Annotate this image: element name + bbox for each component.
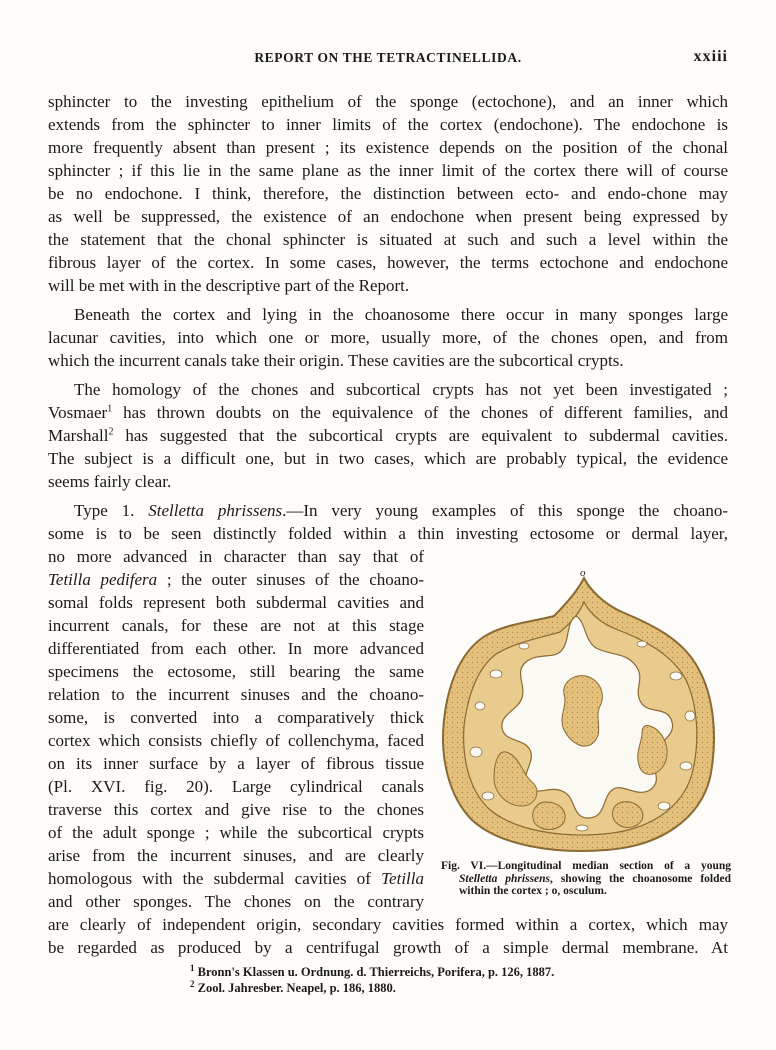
caption-line: Fig. VI.—Longitudinal median section of a young xyxy=(441,860,731,872)
body-line: relation to the incurrent sinuses and the choano- xyxy=(48,685,424,704)
footnote-1 xyxy=(190,964,730,980)
body-text: ; the outer sinuses of the choano- xyxy=(157,570,424,589)
body-line: be regarded as produced by a centrifugal growth of a simple dermal membrane. At xyxy=(48,938,728,957)
footnote-text: Bronn's Klassen u. Ordnung. d. Thierreichs, Porifera, p. 126, 1887. xyxy=(194,965,555,979)
body-line: of the adult sponge ; while the subcortical crypts xyxy=(48,823,424,842)
body-line: as well be suppressed, the existence of an endochone when present being expressed by xyxy=(48,207,728,226)
body-line: Beneath the cortex and lying in the choanosome there occur in many sponges large xyxy=(74,305,728,324)
body-line: and other sponges. The chones on the contrary xyxy=(48,892,424,911)
body-text: has suggested that the subcortical crypts are equivalent to subdermal cavities. xyxy=(113,426,728,445)
body-line: somal folds represent both subdermal cavities and xyxy=(48,593,424,612)
body-line: are clearly of independent origin, secondary cavities formed within a cortex, which may xyxy=(48,915,728,934)
body-line: traverse this cortex and give rise to the chones xyxy=(48,800,424,819)
body-line: sphincter to the investing epithelium of the sponge (ectochone), and an inner which xyxy=(48,92,728,111)
author-marshall: Marshall xyxy=(48,426,109,445)
body-line: sphincter ; if this lie in the same plane as the inner limit of the cortex there will of course xyxy=(48,161,728,180)
figure-vi xyxy=(436,556,728,856)
choanosome-fold xyxy=(562,676,602,746)
sponge-section-illustration xyxy=(436,556,728,856)
choanosome-fold xyxy=(533,802,565,830)
footnote-mark: 2 xyxy=(190,978,195,989)
body-line: differentiated from each other. In more advanced xyxy=(48,639,424,658)
body-line xyxy=(48,568,424,591)
species-name: Stelletta phrissens xyxy=(148,501,283,520)
body-text: homologous with the subdermal cavities of xyxy=(48,869,382,888)
body-line xyxy=(48,867,424,890)
body-line: some is to be seen distinctly folded within a thin investing ectosome or dermal layer, xyxy=(48,524,728,543)
species-name: Tetilla xyxy=(381,869,424,888)
body-line xyxy=(48,401,728,424)
caption-text: , showing the choanosome folded xyxy=(550,872,731,885)
body-line: some, is converted into a comparatively thick xyxy=(48,708,424,727)
footnote-ref-2[interactable]: 2 xyxy=(108,426,114,438)
body-line: no more advanced in character than say that of xyxy=(48,547,424,566)
footnote-ref-1[interactable]: 1 xyxy=(107,403,113,415)
body-line: The subject is a difficult one, but in two cases, which are probably typical, the evidence xyxy=(48,449,728,468)
body-line: seems fairly clear. xyxy=(48,472,172,491)
body-line xyxy=(48,499,728,522)
figure-caption xyxy=(441,860,731,898)
body-line: lacunar cavities, into which one or more, usually more, of the chones open, and from xyxy=(48,328,728,347)
osculum-label: o xyxy=(580,567,586,579)
running-head: REPORT ON THE TETRACTINELLIDA. xyxy=(254,50,522,65)
body-line xyxy=(48,424,728,447)
body-line: fibrous layer of the cortex. In some cases, however, the terms ectochone and endochone xyxy=(48,253,728,272)
body-line: extends from the sphincter to inner limits of the cortex (endochone). The endochone is xyxy=(48,115,728,134)
body-line: which the incurrent canals take their origin. These cavities are the subcortical crypts. xyxy=(48,351,624,370)
body-text: .—In very young examples of this sponge the choano- xyxy=(282,501,728,520)
body-line: incurrent canals, for these are not at this stage xyxy=(48,616,424,635)
body-line: be no endochone. I think, therefore, the distinction between ecto- and endo-chone may xyxy=(48,184,728,203)
page-header xyxy=(48,50,728,70)
species-name: Tetilla pedifera xyxy=(48,570,158,589)
body-line: (Pl. XVI. fig. 20). Large cylindrical canals xyxy=(48,777,424,796)
page-number: xxiii xyxy=(693,48,728,65)
footnote-text: Zool. Jahresber. Neapel, p. 186, 1880. xyxy=(194,981,396,995)
body-line: on its inner surface by a layer of fibrous tissue xyxy=(48,754,424,773)
body-line: specimens the ectosome, still bearing the same xyxy=(48,662,424,681)
author-vosmaer: Vosmaer xyxy=(48,403,108,422)
footnote-mark: 1 xyxy=(190,962,195,973)
species-name: Stelletta phrissens xyxy=(459,872,551,885)
body-text: has thrown doubts on the equivalence of the chones of different families, and xyxy=(112,403,728,422)
body-line: arise from the incurrent sinuses, and are clearly xyxy=(48,846,424,865)
body-line: cortex which consists chiefly of collenchyma, faced xyxy=(48,731,424,750)
caption-line xyxy=(441,873,731,886)
type-label: Type 1. xyxy=(74,501,149,520)
choanosome-fold xyxy=(612,802,642,828)
body-line: will be met with in the descriptive part of the Report. xyxy=(48,276,410,295)
body-line: more frequently absent than present ; its existence depends on the position of the chonal xyxy=(48,138,728,157)
caption-line: within the cortex ; o, osculum. xyxy=(459,885,607,897)
body-line: The homology of the chones and subcortical crypts has not yet been investigated ; xyxy=(74,380,728,399)
footnote-2 xyxy=(190,980,730,996)
body-line: the statement that the chonal sphincter is situated at such and such a level within the xyxy=(48,230,728,249)
